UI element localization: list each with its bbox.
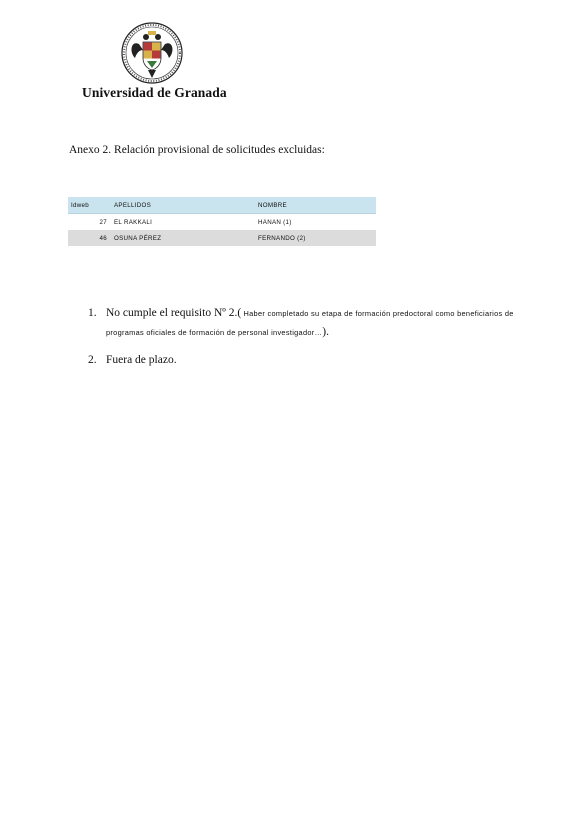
column-header-idweb: Idweb bbox=[68, 197, 111, 214]
footnote-end-text: ). bbox=[322, 326, 329, 338]
university-crest-logo bbox=[121, 22, 183, 84]
footnote-main-text: No cumple el requisito Nº 2.( bbox=[106, 307, 242, 319]
cell-idweb: 46 bbox=[68, 230, 111, 246]
footnote-number: 1. bbox=[88, 307, 97, 319]
cell-apellidos: EL RAKKALI bbox=[111, 214, 255, 231]
footnote-detail-text: Haber completado su etapa de formación predoctoral como beneficiarios de programas oficiales de formación de personal investigador… bbox=[106, 309, 514, 337]
cell-apellidos: OSUNA PÉREZ bbox=[111, 230, 255, 246]
cell-nombre: HANAN (1) bbox=[255, 214, 376, 231]
table-header-row bbox=[68, 197, 376, 214]
column-header-nombre: NOMBRE bbox=[255, 197, 376, 214]
cell-idweb: 27 bbox=[68, 214, 111, 231]
university-name: Universidad de Granada bbox=[82, 85, 227, 100]
table-row bbox=[68, 214, 376, 231]
annex-title: Anexo 2. Relación provisional de solicitudes excluidas: bbox=[69, 144, 325, 156]
footnotes-list bbox=[88, 304, 528, 378]
footnote-number: 2. bbox=[88, 354, 97, 366]
excluded-applications-table bbox=[68, 197, 376, 246]
footnote-main-text: Fuera de plazo. bbox=[106, 354, 177, 366]
table-row bbox=[68, 230, 376, 246]
footnote-item bbox=[88, 351, 528, 369]
footnote-item bbox=[88, 304, 528, 342]
cell-nombre: FERNANDO (2) bbox=[255, 230, 376, 246]
column-header-apellidos: APELLIDOS bbox=[111, 197, 255, 214]
